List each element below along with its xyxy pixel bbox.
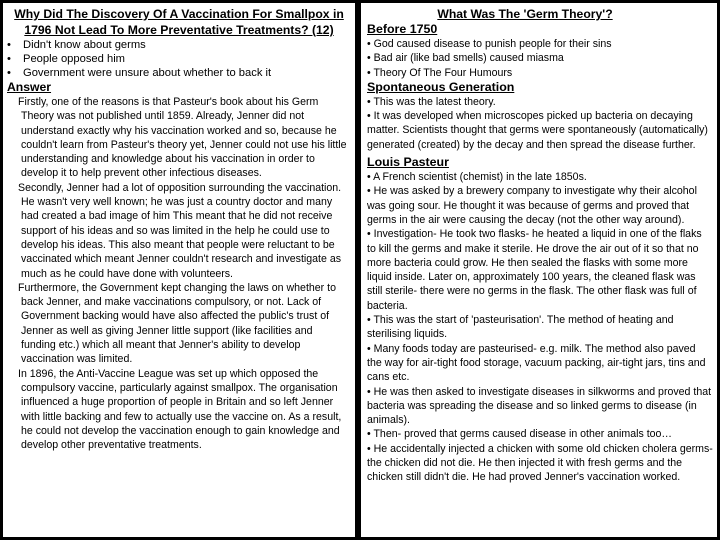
before-1750-list (367, 37, 713, 80)
answer-heading: Answer (7, 80, 52, 94)
right-panel (361, 3, 717, 537)
reasons-list (7, 38, 351, 80)
section-heading-louis-pasteur: Louis Pasteur (367, 155, 449, 170)
list-item: • It was developed when microscopes picked up bacteria on decaying matter. Scientists thought that germs were spontaneously (automatically) generated (created) by the decay and then spread the disease further. (367, 110, 708, 151)
list-item: • Government were unsure about whether to back it (7, 66, 351, 80)
list-item: • He was asked by a brewery company to investigate why their alcohol was going sour. He thought it was because of germs and proved that germs in the air were causing the decay (not the other way around). (367, 185, 697, 226)
answer-body (7, 95, 351, 452)
list-item: • A French scientist (chemist) in the late 1850s. (367, 171, 587, 184)
list-item: • Didn't know about germs (7, 38, 351, 52)
right-title: What Was The 'Germ Theory'? (437, 7, 613, 21)
answer-paragraph: Secondly, Jenner had a lot of opposition surrounding the vaccination. He wasn't very well known; he was just a country doctor and many had created a bad image of him This meant that he did not receive support of his ideas and so was limited in the help he could use to develop his ideas. This also meant that people were reluctant to be vaccinated which meant Jenner couldn't research and investigate as much as he could have done with volunteers. (18, 181, 342, 280)
list-item: • Many foods today are pasteurised- e.g. milk. The method also paved the way for air-tight food storage, vacuum packing, air-tight jars, tins and cans etc. (367, 342, 706, 384)
louis-pasteur-list (367, 170, 713, 485)
left-panel (3, 3, 355, 537)
section-heading-spontaneous-generation: Spontaneous Generation (367, 79, 515, 94)
answer-paragraph: Firstly, one of the reasons is that Pasteur's book about his Germ Theory was not published until 1859. Already, Jenner did not understand exactly why his vaccination worked and so, because he couldn't learn from Pasteur's theory yet, Jenner could not use his little understanding and knowledge about his vaccination in order to develop it to help prevent other infectious diseases. (18, 96, 347, 180)
list-item: • This was the latest theory. (367, 95, 496, 108)
answer-paragraph: In 1896, the Anti-Vaccine League was set up which opposed the compulsory vaccine, particularly against smallpox. The organisation influenced a huge proportion of people in Britain and so left Jenner with little backing and few to actually use the vaccine on. As a result, he could not develop the vaccination enough to gain knowledge and develop other preventative treatments. (18, 367, 342, 452)
list-item: • God caused disease to punish people for their sins (367, 38, 612, 50)
list-item: • People opposed him (7, 52, 351, 66)
answer-paragraph: Furthermore, the Government kept changing the laws on whether to back Jenner, and make vaccinations compulsory, or not. Lack of Government backing would have also affected the public's trust of Jenner as well as giving Jenner little support (like facilities and funding etc.) which all meant that Jenner's ability to develop vaccination was limited. (18, 281, 336, 366)
list-item: • Bad air (like bad smells) caused miasma (367, 52, 564, 65)
list-item: • He accidentally injected a chicken with some old chicken cholera germs- the chicken did not die. He then injected it with fresh germs and the chicken still didn't die. He had proved Jenner's vaccination worked. (367, 442, 713, 484)
list-item: • This was the start of 'pasteurisation'. The method of heating and sterilising liquids. (367, 314, 674, 341)
list-item: • He was then asked to investigate diseases in silkworms and proved that bacteria was spreading the disease and so linked germs to disease (in animals). (367, 385, 712, 427)
list-item: • Investigation- He took two flasks- he heated a liquid in one of the flaks to kill the germs and make it sterile. He drove the air out of it so that no more bacteria could grow. He then sealed the flasks with some more liquid inside. Later on, approximately 100 years, the cleaned flask was still sterile- there were no germs in the flask. The other flask was full of bacteria. (367, 228, 702, 312)
spontaneous-generation-list (367, 95, 713, 152)
list-item: • Theory Of The Four Humours (367, 66, 513, 79)
left-title: Why Did The Discovery Of A Vaccination For Smallpox in 1796 Not Lead To More Preventative Treatments? (12) (14, 7, 344, 37)
list-item: • Then- proved that germs caused disease in other animals too… (367, 428, 673, 441)
section-heading-before-1750: Before 1750 (367, 22, 438, 36)
